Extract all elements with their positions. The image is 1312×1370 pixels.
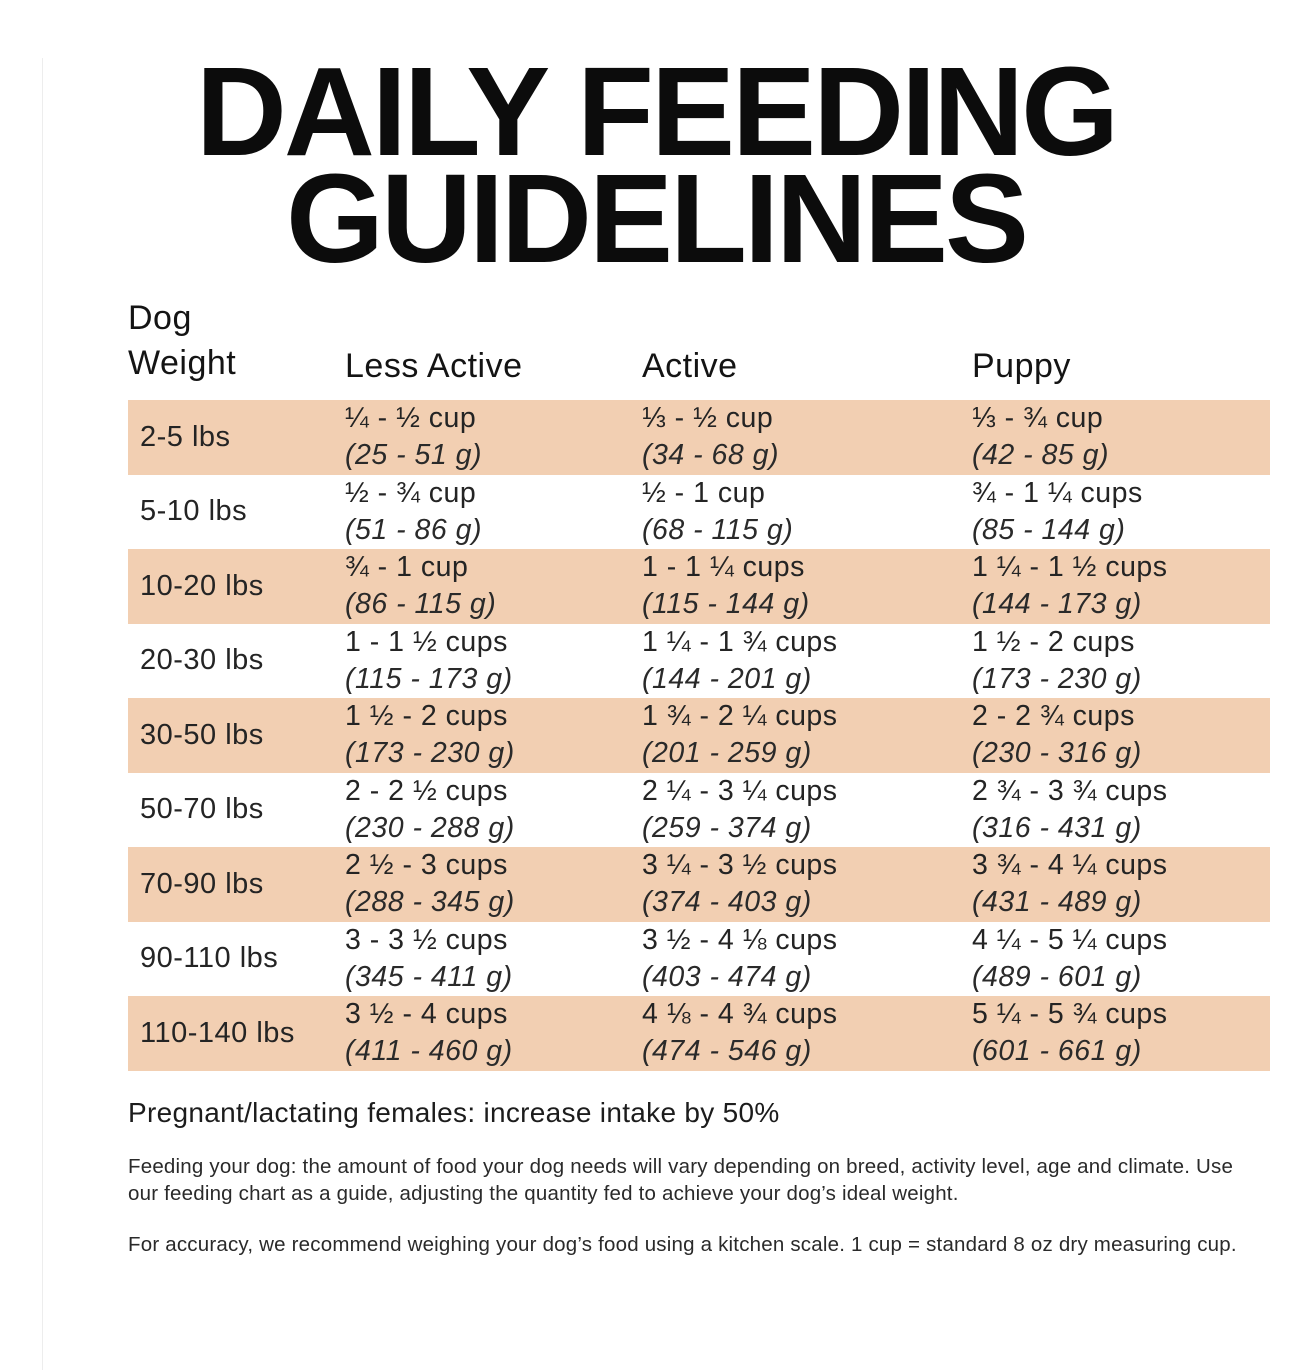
grams-range: (374 - 403 g) bbox=[642, 886, 812, 919]
active-cell bbox=[642, 996, 972, 1070]
weight-cell: 10-20 lbs bbox=[140, 569, 264, 602]
active-cell bbox=[642, 773, 972, 847]
table-row bbox=[128, 847, 1270, 922]
grams-range: (115 - 173 g) bbox=[345, 662, 513, 695]
weight-cell: 2-5 lbs bbox=[140, 420, 231, 453]
grams-range: (474 - 546 g) bbox=[642, 1035, 812, 1068]
less-active-cell bbox=[345, 773, 642, 847]
weight-cell: 70-90 lbs bbox=[140, 867, 264, 900]
accuracy-note: For accuracy, we recommend weighing your dog’s food using a kitchen scale. 1 cup = standard 8 oz dry measuring cup. bbox=[128, 1232, 1237, 1256]
cups-range: 3 ½ - 4 ⅛ cups bbox=[642, 923, 838, 956]
less-active-cell bbox=[345, 400, 642, 474]
puppy-cell bbox=[972, 475, 1270, 549]
grams-range: (115 - 144 g) bbox=[642, 588, 810, 621]
grams-range: (85 - 144 g) bbox=[972, 513, 1126, 546]
less-active-cell bbox=[345, 698, 642, 772]
puppy-cell bbox=[972, 624, 1270, 698]
table-row bbox=[128, 922, 1270, 997]
cups-range: 1 - 1 ½ cups bbox=[345, 625, 508, 658]
cups-range: 5 ¼ - 5 ¾ cups bbox=[972, 998, 1168, 1031]
table-row bbox=[128, 698, 1270, 773]
grams-range: (25 - 51 g) bbox=[345, 439, 482, 472]
cups-range: 4 ⅛ - 4 ¾ cups bbox=[642, 998, 838, 1031]
table-header-row bbox=[128, 296, 1270, 400]
puppy-cell bbox=[972, 847, 1270, 921]
grams-range: (144 - 201 g) bbox=[642, 662, 812, 695]
grams-range: (173 - 230 g) bbox=[972, 662, 1142, 695]
cups-range: ¼ - ½ cup bbox=[345, 402, 477, 435]
cups-range: 3 - 3 ½ cups bbox=[345, 923, 508, 956]
grams-range: (42 - 85 g) bbox=[972, 439, 1109, 472]
cups-range: 2 ¼ - 3 ¼ cups bbox=[642, 774, 838, 807]
puppy-cell bbox=[972, 549, 1270, 623]
cups-range: 2 ½ - 3 cups bbox=[345, 849, 508, 882]
header-dog: Dog bbox=[128, 299, 192, 337]
grams-range: (431 - 489 g) bbox=[972, 886, 1142, 919]
puppy-cell bbox=[972, 773, 1270, 847]
active-cell bbox=[642, 475, 972, 549]
page-title bbox=[20, 41, 1292, 289]
weight-cell: 20-30 lbs bbox=[140, 644, 264, 677]
weight-cell: 50-70 lbs bbox=[140, 793, 264, 826]
weight-cell: 5-10 lbs bbox=[140, 495, 248, 528]
weight-cell: 110-140 lbs bbox=[140, 1016, 295, 1049]
less-active-cell bbox=[345, 847, 642, 921]
active-cell bbox=[642, 847, 972, 921]
active-cell bbox=[642, 698, 972, 772]
less-active-cell bbox=[345, 624, 642, 698]
cups-range: 4 ¼ - 5 ¼ cups bbox=[972, 923, 1168, 956]
column-header-puppy: Puppy bbox=[972, 347, 1071, 385]
table-row bbox=[128, 624, 1270, 699]
cups-range: ½ - 1 cup bbox=[642, 476, 766, 509]
less-active-cell bbox=[345, 549, 642, 623]
header-weight: Weight bbox=[128, 344, 237, 382]
page-title-line2: GUIDELINES bbox=[285, 148, 1027, 289]
column-header-dog-weight bbox=[128, 296, 345, 386]
grams-range: (86 - 115 g) bbox=[345, 588, 497, 621]
grams-range: (259 - 374 g) bbox=[642, 811, 812, 844]
weight-cell: 30-50 lbs bbox=[140, 718, 264, 751]
grams-range: (230 - 316 g) bbox=[972, 737, 1142, 770]
puppy-cell bbox=[972, 698, 1270, 772]
grams-range: (601 - 661 g) bbox=[972, 1035, 1142, 1068]
active-cell bbox=[642, 922, 972, 996]
feeding-table bbox=[128, 400, 1270, 1071]
grams-range: (489 - 601 g) bbox=[972, 960, 1142, 993]
column-header-less-active: Less Active bbox=[345, 347, 523, 385]
cups-range: 1 - 1 ¼ cups bbox=[642, 551, 805, 584]
table-row bbox=[128, 475, 1270, 550]
cups-range: 1 ¾ - 2 ¼ cups bbox=[642, 700, 838, 733]
cups-range: 3 ¾ - 4 ¼ cups bbox=[972, 849, 1168, 882]
cups-range: ⅓ - ½ cup bbox=[642, 402, 774, 435]
grams-range: (288 - 345 g) bbox=[345, 886, 515, 919]
cups-range: 1 ¼ - 1 ¾ cups bbox=[642, 625, 838, 658]
puppy-cell bbox=[972, 996, 1270, 1070]
grams-range: (230 - 288 g) bbox=[345, 811, 515, 844]
grams-range: (345 - 411 g) bbox=[345, 960, 513, 993]
grams-range: (34 - 68 g) bbox=[642, 439, 779, 472]
less-active-cell bbox=[345, 922, 642, 996]
puppy-cell bbox=[972, 400, 1270, 474]
puppy-cell bbox=[972, 922, 1270, 996]
grams-range: (411 - 460 g) bbox=[345, 1035, 513, 1068]
less-active-cell bbox=[345, 475, 642, 549]
page-title-line1: DAILY FEEDING bbox=[195, 41, 1117, 182]
grams-range: (173 - 230 g) bbox=[345, 737, 515, 770]
cups-range: ½ - ¾ cup bbox=[345, 476, 477, 509]
grams-range: (51 - 86 g) bbox=[345, 513, 482, 546]
grams-range: (144 - 173 g) bbox=[972, 588, 1142, 621]
cups-range: 2 - 2 ¾ cups bbox=[972, 700, 1135, 733]
cups-range: 1 ¼ - 1 ½ cups bbox=[972, 551, 1168, 584]
cups-range: 3 ¼ - 3 ½ cups bbox=[642, 849, 838, 882]
cups-range: 3 ½ - 4 cups bbox=[345, 998, 508, 1031]
grams-range: (68 - 115 g) bbox=[642, 513, 794, 546]
grams-range: (403 - 474 g) bbox=[642, 960, 812, 993]
table-row bbox=[128, 773, 1270, 848]
active-cell bbox=[642, 400, 972, 474]
card-edge-line bbox=[42, 58, 43, 1370]
active-cell bbox=[642, 624, 972, 698]
table-row bbox=[128, 996, 1270, 1071]
cups-range: 2 ¾ - 3 ¾ cups bbox=[972, 774, 1168, 807]
cups-range: ¾ - 1 ¼ cups bbox=[972, 476, 1143, 509]
active-cell bbox=[642, 549, 972, 623]
cups-range: ⅓ - ¾ cup bbox=[972, 402, 1104, 435]
cups-range: 1 ½ - 2 cups bbox=[972, 625, 1135, 658]
cups-range: 1 ½ - 2 cups bbox=[345, 700, 508, 733]
cups-range: 2 - 2 ½ cups bbox=[345, 774, 508, 807]
table-row bbox=[128, 549, 1270, 624]
pregnant-note: Pregnant/lactating females: increase intake by 50% bbox=[128, 1096, 780, 1128]
less-active-cell bbox=[345, 996, 642, 1070]
weight-cell: 90-110 lbs bbox=[140, 942, 279, 975]
table-row bbox=[128, 400, 1270, 475]
grams-range: (201 - 259 g) bbox=[642, 737, 812, 770]
feeding-note: Feeding your dog: the amount of food your dog needs will vary depending on breed, activity level, age and climate. Use our feeding chart as a guide, adjusting the quantity fed to achieve your dog’s ideal weight. bbox=[128, 1154, 1234, 1205]
cups-range: ¾ - 1 cup bbox=[345, 551, 469, 584]
column-header-active: Active bbox=[642, 347, 738, 385]
grams-range: (316 - 431 g) bbox=[972, 811, 1142, 844]
